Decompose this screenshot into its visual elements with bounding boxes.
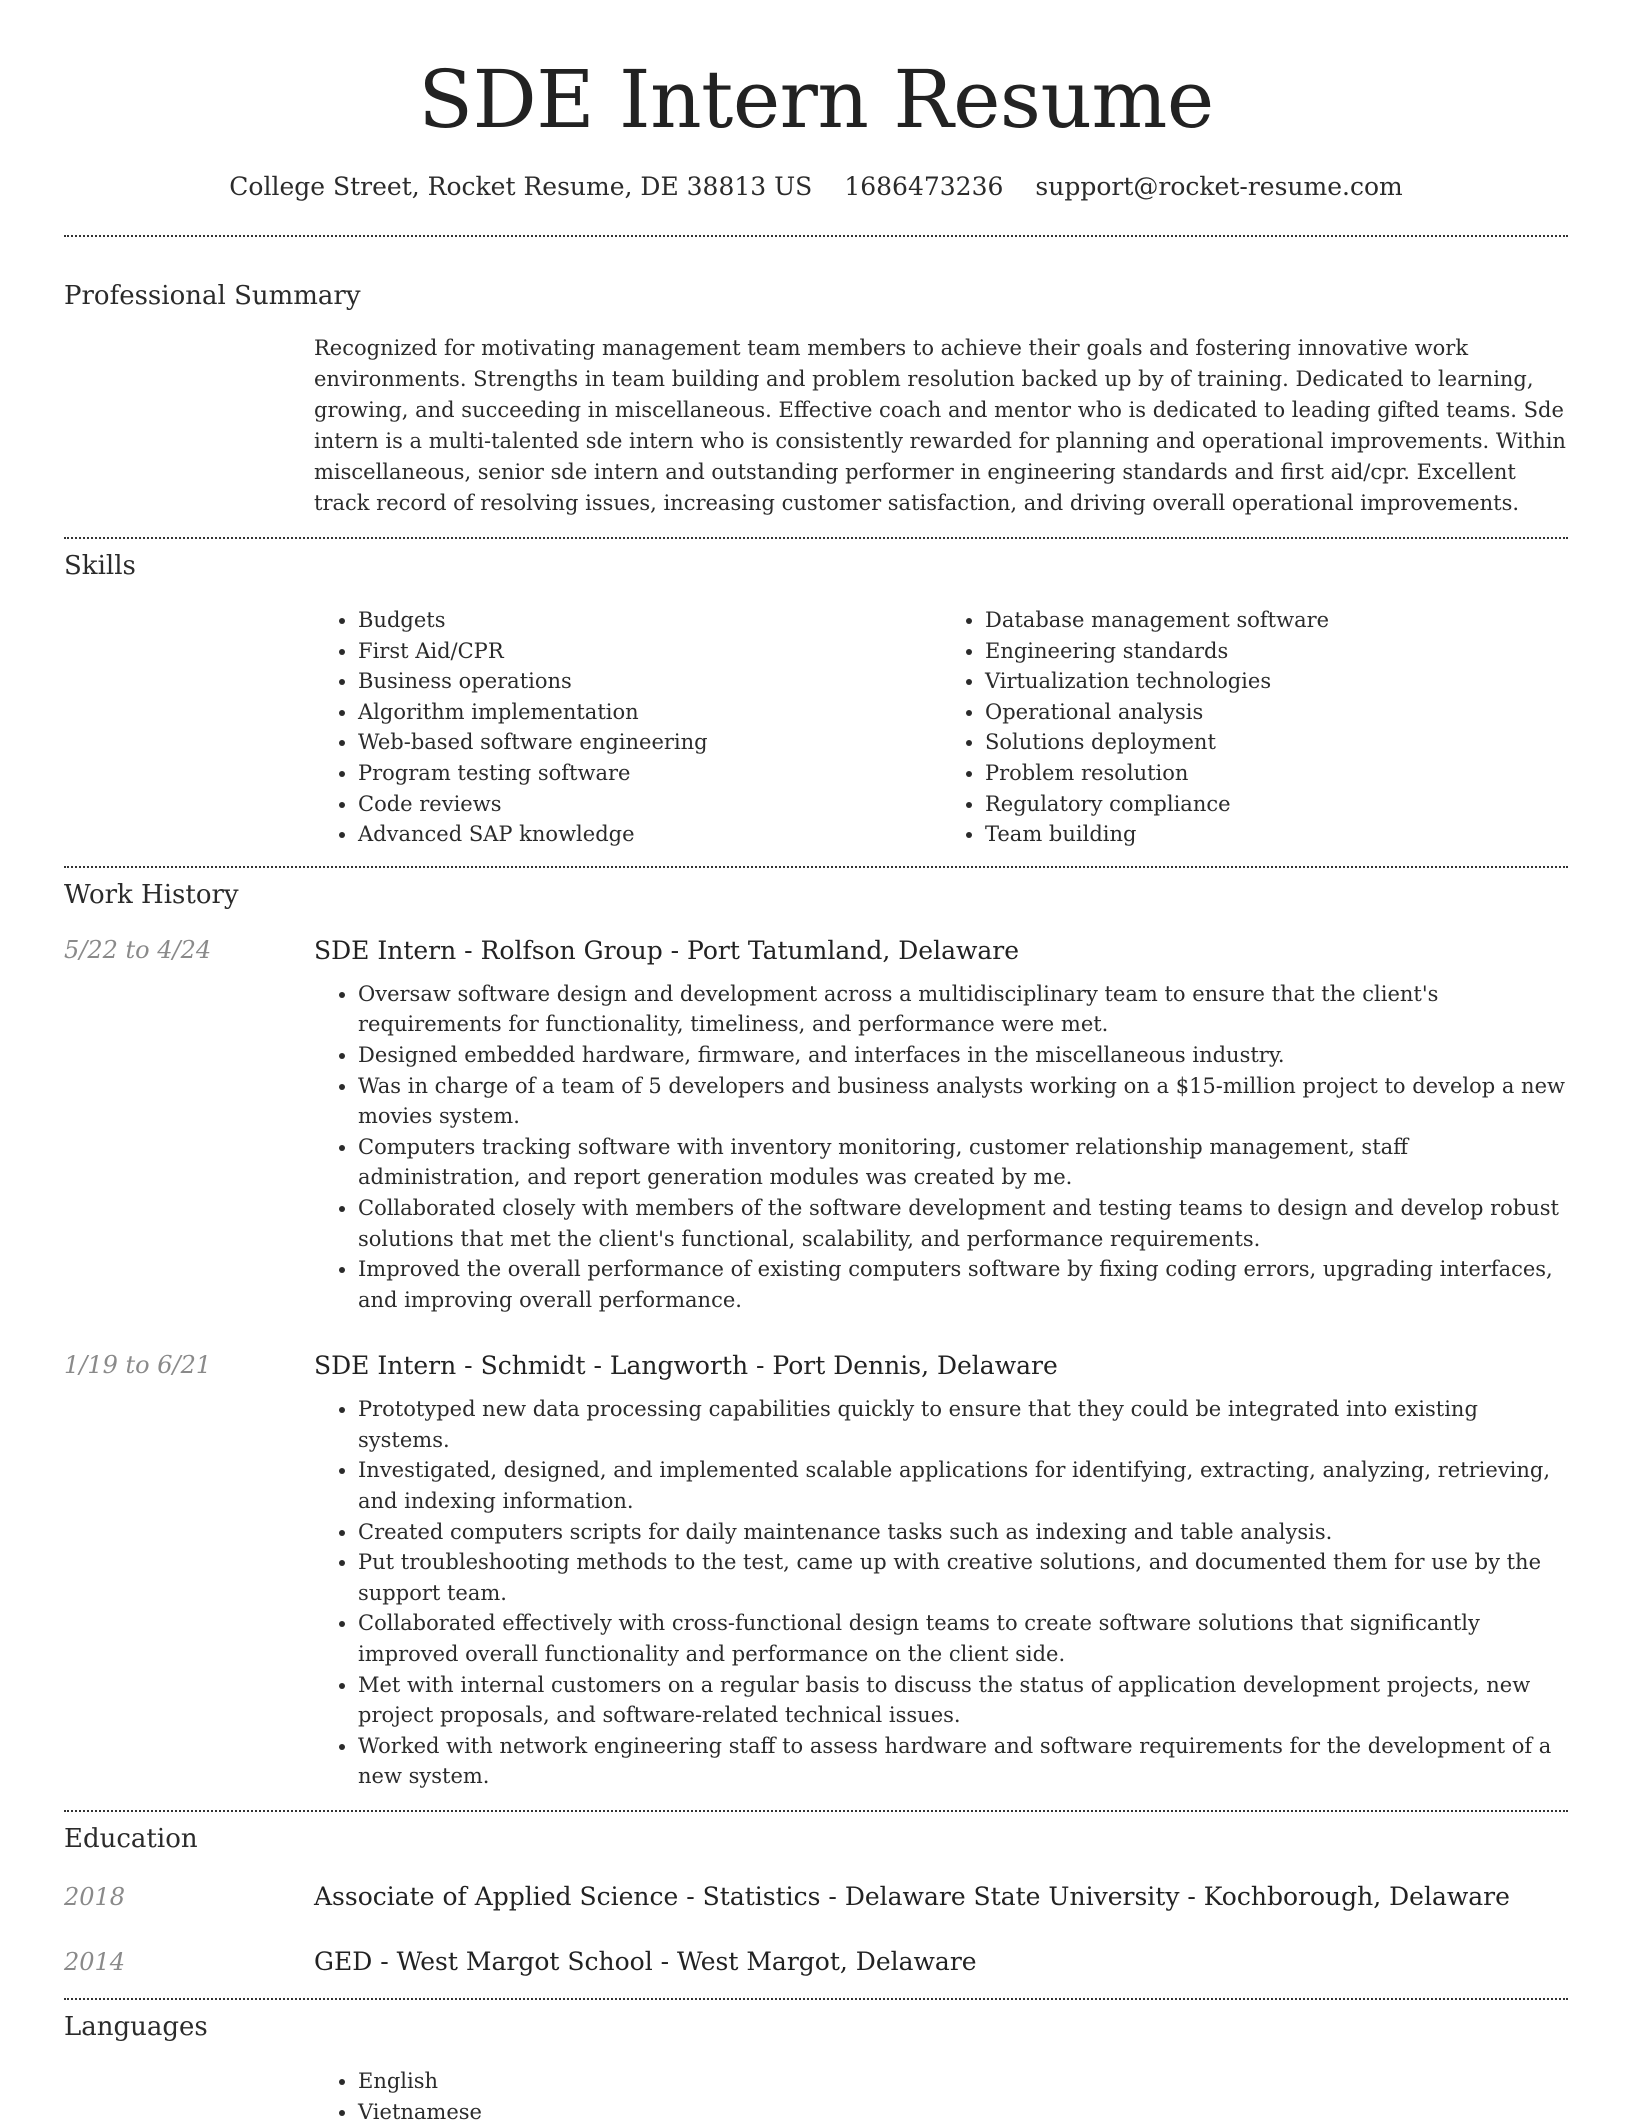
job-heading: SDE Intern - Rolfson Group - Port Tatumland, Delaware xyxy=(314,935,1020,965)
language-item: • English xyxy=(358,2066,1568,2097)
job-bullets xyxy=(314,979,1568,1316)
education-entry xyxy=(64,1947,1568,1976)
education-section xyxy=(64,1812,1568,1998)
skill-item: • Database management software xyxy=(985,605,1568,636)
contact-email: support@rocket-resume.com xyxy=(1035,172,1403,201)
job-bullet: • Oversaw software design and development across a multidisciplinary team to ensure that the client's requirements for functionality, timeliness, and performance were met. xyxy=(358,979,1568,1040)
skill-item: • Problem resolution xyxy=(985,758,1568,789)
resume-page xyxy=(64,0,1568,2124)
job-heading: SDE Intern - Schmidt - Langworth - Port Dennis, Delaware xyxy=(314,1351,1058,1381)
skill-item: • Business operations xyxy=(358,666,941,697)
job-bullet: • Computers tracking software with inventory monitoring, customer relationship management, staff administration, and report generation modules was created by me. xyxy=(358,1132,1568,1193)
skills-list-right xyxy=(941,605,1568,850)
job-bullet: • Prototyped new data processing capabilities quickly to ensure that they could be integrated into existing systems. xyxy=(358,1394,1568,1455)
job-entry xyxy=(64,936,1568,1316)
work-history-section xyxy=(64,868,1568,1810)
job-bullet: • Worked with network engineering staff to assess hardware and software requirements for the development of a new system. xyxy=(358,1731,1568,1792)
skill-item: • Solutions deployment xyxy=(985,727,1568,758)
summary-section xyxy=(64,237,1568,519)
skill-item: • Web-based software engineering xyxy=(358,727,941,758)
skills-section xyxy=(64,539,1568,850)
job-bullet: • Created computers scripts for daily maintenance tasks such as indexing and table analysis. xyxy=(358,1517,1568,1548)
language-item: • Vietnamese xyxy=(358,2097,1568,2127)
education-degree: Associate of Applied Science - Statistics - Delaware State University - Kochborough, Delaware xyxy=(314,1882,1510,1911)
skill-item: • First Aid/CPR xyxy=(358,636,941,667)
job-entry xyxy=(64,1351,1568,1792)
job-bullet: • Was in charge of a team of 5 developers and business analysts working on a $15-million project to develop a new movies system. xyxy=(358,1071,1568,1132)
contact-line xyxy=(64,172,1568,201)
job-bullet: • Put troubleshooting methods to the test, came up with creative solutions, and documented them for use by the support team. xyxy=(358,1547,1568,1608)
education-title: Education xyxy=(64,1824,198,1854)
skill-item: • Engineering standards xyxy=(985,636,1568,667)
skill-item: • Team building xyxy=(985,819,1568,850)
languages-title: Languages xyxy=(64,2012,208,2042)
summary-text: Recognized for motivating management team members to achieve their goals and fostering innovative work environments. Strengths in team building and problem resolution backed up by of training. Dedicated to learning, growing, and succeeding in miscellaneous. Effective coach and mentor who is dedicated to leading gifted teams. Sde intern is a multi-talented sde intern who is consistently rewarded for planning and operational improvements. Within miscellaneous, senior sde intern and outstanding performer in engineering standards and first aid/cpr. Excellent track record of resolving issues, increasing customer satisfaction, and driving overall operational improvements. xyxy=(314,336,1566,515)
summary-title: Professional Summary xyxy=(64,281,361,311)
skills-title: Skills xyxy=(64,551,136,581)
job-bullet: • Improved the overall performance of existing computers software by fixing coding errors, upgrading interfaces, and improving overall performance. xyxy=(358,1254,1568,1315)
job-date: 1/19 to 6/21 xyxy=(64,1351,212,1380)
skill-item: • Operational analysis xyxy=(985,697,1568,728)
education-date: 2018 xyxy=(64,1883,126,1911)
skill-item: • Code reviews xyxy=(358,789,941,820)
skills-list-left xyxy=(314,605,941,850)
resume-name: SDE Intern Resume xyxy=(418,53,1214,146)
job-bullet: • Collaborated closely with members of the software development and testing teams to design and develop robust solutions that met the client's functional, scalability, and performance requirements. xyxy=(358,1193,1568,1254)
job-body xyxy=(314,1351,1568,1792)
job-body xyxy=(314,936,1568,1316)
job-bullets xyxy=(314,1394,1568,1792)
skill-item: • Budgets xyxy=(358,605,941,636)
job-bullet: • Collaborated effectively with cross-functional design teams to create software solutions that significantly improved overall functionality and performance on the client side. xyxy=(358,1608,1568,1669)
job-bullet: • Met with internal customers on a regular basis to discuss the status of application development projects, new project proposals, and software-related technical issues. xyxy=(358,1670,1568,1731)
languages-list xyxy=(314,2066,1568,2127)
skill-item: • Program testing software xyxy=(358,758,941,789)
education-degree: GED - West Margot School - West Margot, Delaware xyxy=(314,1947,977,1976)
job-date: 5/22 to 4/24 xyxy=(64,935,212,964)
contact-address: College Street, Rocket Resume, DE 38813 US xyxy=(229,172,813,201)
education-date: 2014 xyxy=(64,1948,126,1976)
job-bullet: • Investigated, designed, and implemented scalable applications for identifying, extracting, analyzing, retrieving, and indexing information. xyxy=(358,1455,1568,1516)
skill-item: • Algorithm implementation xyxy=(358,697,941,728)
education-entry xyxy=(64,1882,1568,1911)
skill-item: • Regulatory compliance xyxy=(985,789,1568,820)
skill-item: • Virtualization technologies xyxy=(985,666,1568,697)
skill-item: • Advanced SAP knowledge xyxy=(358,819,941,850)
skills-columns xyxy=(314,605,1568,850)
languages-section xyxy=(64,2000,1568,2127)
work-history-title: Work History xyxy=(64,879,239,910)
contact-phone: 1686473236 xyxy=(844,172,1004,201)
job-bullet: • Designed embedded hardware, firmware, and interfaces in the miscellaneous industry. xyxy=(358,1040,1568,1071)
